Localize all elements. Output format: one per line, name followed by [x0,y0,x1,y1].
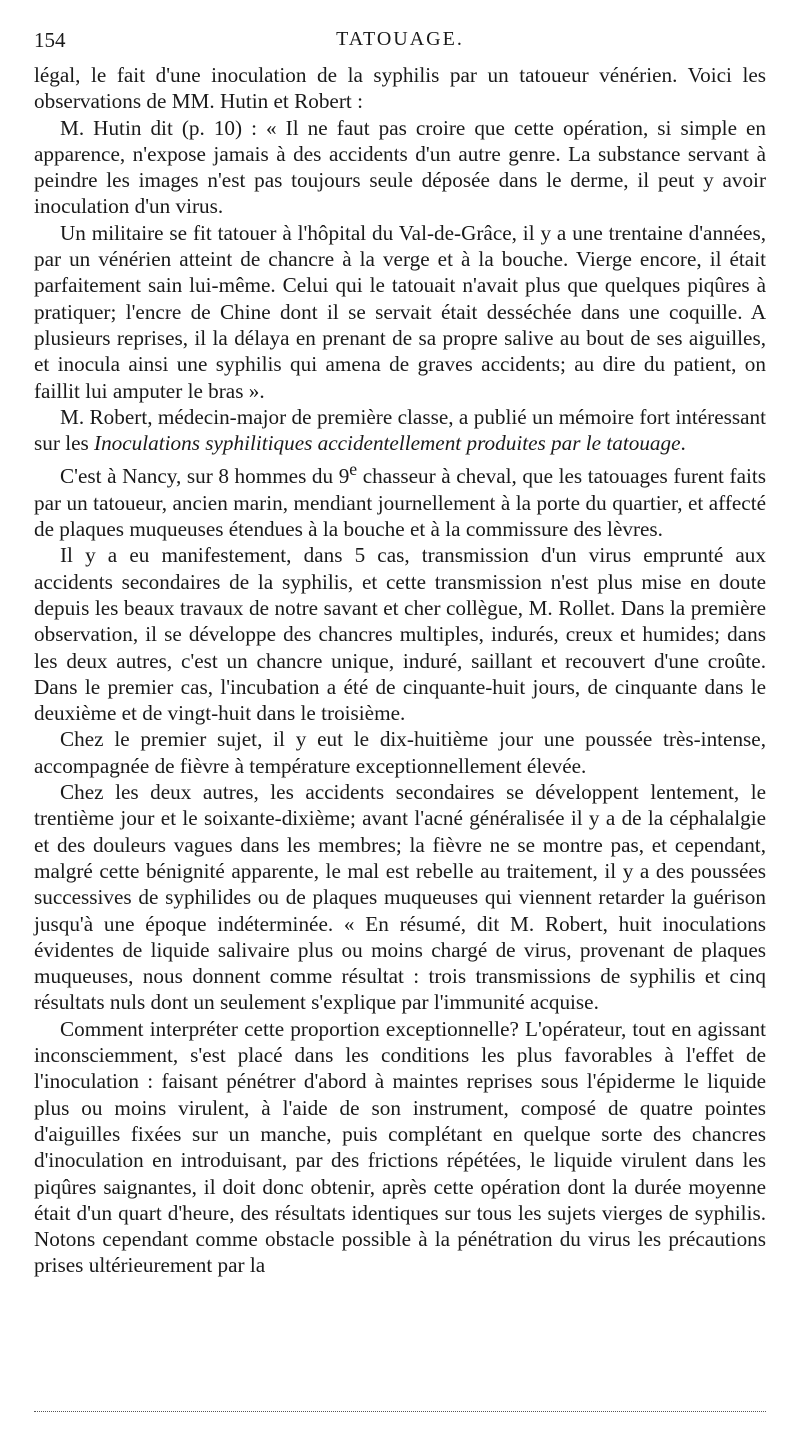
paragraph-7-text: Chez le premier sujet, il y eut le dix-huitième jour une poussée très-intense, accompagnée de fièvre à température exceptionnellement élevée. [34,727,766,778]
page-number: 154 [34,28,66,52]
page-header [34,28,766,62]
paragraph-4-text-before: M. Robert, médecin-major de première classe, a publié un mémoire fort intéressant sur les [34,404,766,456]
paragraph-2-text: M. Hutin dit (p. 10) : « Il ne faut pas croire que cette opération, si simple en apparence, n'expose jamais à des accidents d'un autre genre. La substance servant à peindre les images n'est pas toujours seule déposée dans le derme, il peut y avoir inoculation d'un virus. [34,115,766,219]
paragraph-3-text: Un militaire se fit tatouer à l'hôpital du Val-de-Grâce, il y a une trentaine d'années, par un vénérien atteint de chancre à la verge et à la bouche. Vierge encore, il était parfaitement sain lui-même. Celui qui le tatouait n'avait plus que quelques piqûres à pratiquer; l'encre de Chine dont il se servait était desséchée dans une coquille. A plusieurs reprises, il la délaya en prenant de sa propre salive au bout de ses aiguilles, et inocula ainsi une syphilis qui amena de graves accidents; au dire du patient, on faillit lui amputer le bras ». [34,220,766,403]
paragraph-9 [34,1016,766,1279]
footer-bleed-line [34,1411,766,1414]
paragraph-7 [34,726,766,779]
paragraph-5 [34,456,766,542]
body-text [34,62,766,1279]
paragraph-1 [34,62,766,115]
paragraph-8-text: Chez les deux autres, les accidents secondaires se développent lentement, le trentième jour et le soixante-dixième; avant l'acné généralisée il y a de la céphalalgie et des douleurs vagues dans les membres; la fièvre ne se montre pas, et cependant, malgré cette bénignité apparente, le mal est rebelle au traitement, il y a des poussées successives de syphilides ou de plaques muqueuses qui viennent retarder la guérison jusqu'à une époque indéterminée. « En résumé, dit M. Robert, huit inoculations évidentes de liquide salivaire plus ou moins chargé de virus, provenant de plaques muqueuses, nous donnent comme résultat : trois transmissions de syphilis et cinq résultats nuls dont un seulement s'explique par l'immunité acquise. [34,780,766,1015]
paragraph-5-superscript: e [349,459,358,480]
running-title: TATOUAGE. [336,28,464,50]
paragraph-9-text: Comment interpréter cette proportion exceptionnelle? L'opérateur, tout en agissant inconsciemment, s'est placé dans les conditions les plus favorables à l'effet de l'inoculation : faisant pénétrer d'abord à maintes reprises sous l'épiderme le liquide plus ou moins virulent, à l'aide de son instrument, composé de quatre pointes d'aiguilles fixées sur un manche, puis complétant en quelque sorte des chancres d'inoculation en introduisant, par des frictions répétées, le liquide virulent dans les piqûres saignantes, il doit donc obtenir, après cette opération dont la durée moyenne était d'un quart d'heure, des résultats identiques sur tous les sujets vierges de syphilis. Notons cependant comme obstacle possible à la pénétration du virus les précautions prises ultérieurement par la [34,1016,766,1278]
paragraph-6 [34,542,766,726]
paragraph-5-text-after: chasseur à cheval, que les tatouages furent faits par un tatoueur, ancien marin, mendiant journellement à la porte du quartier, et affecté de plaques muqueuses étendues à la bouche et à la commissure des lèvres. [34,464,766,542]
book-page [34,28,766,1279]
paragraph-4-italic-title: Inoculations syphilitiques accidentellement produites par le tatouage [94,431,681,456]
paragraph-2 [34,115,766,220]
paragraph-4-text-after: . [680,431,686,456]
paragraph-4 [34,404,766,457]
paragraph-6-text: Il y a eu manifestement, dans 5 cas, transmission d'un virus emprunté aux accidents secondaires de la syphilis, et cette transmission n'est plus mise en doute depuis les beaux travaux de notre savant et cher collègue, M. Rollet. Dans la première observation, il se développe des chancres multiples, indurés, creux et humides; dans les deux autres, c'est un chancre unique, induré, saillant et recouvert d'une croûte. Dans le premier cas, l'incubation a été de cinquante-huit jours, de cinquante dans le deuxième et de vingt-huit dans le troisième. [34,543,766,726]
paragraph-1-text: légal, le fait d'une inoculation de la syphilis par un tatoueur vénérien. Voici les observations de MM. Hutin et Robert : [34,63,766,114]
paragraph-8 [34,779,766,1016]
paragraph-3 [34,220,766,404]
paragraph-5-text-before: C'est à Nancy, sur 8 hommes du 9 [60,464,350,489]
